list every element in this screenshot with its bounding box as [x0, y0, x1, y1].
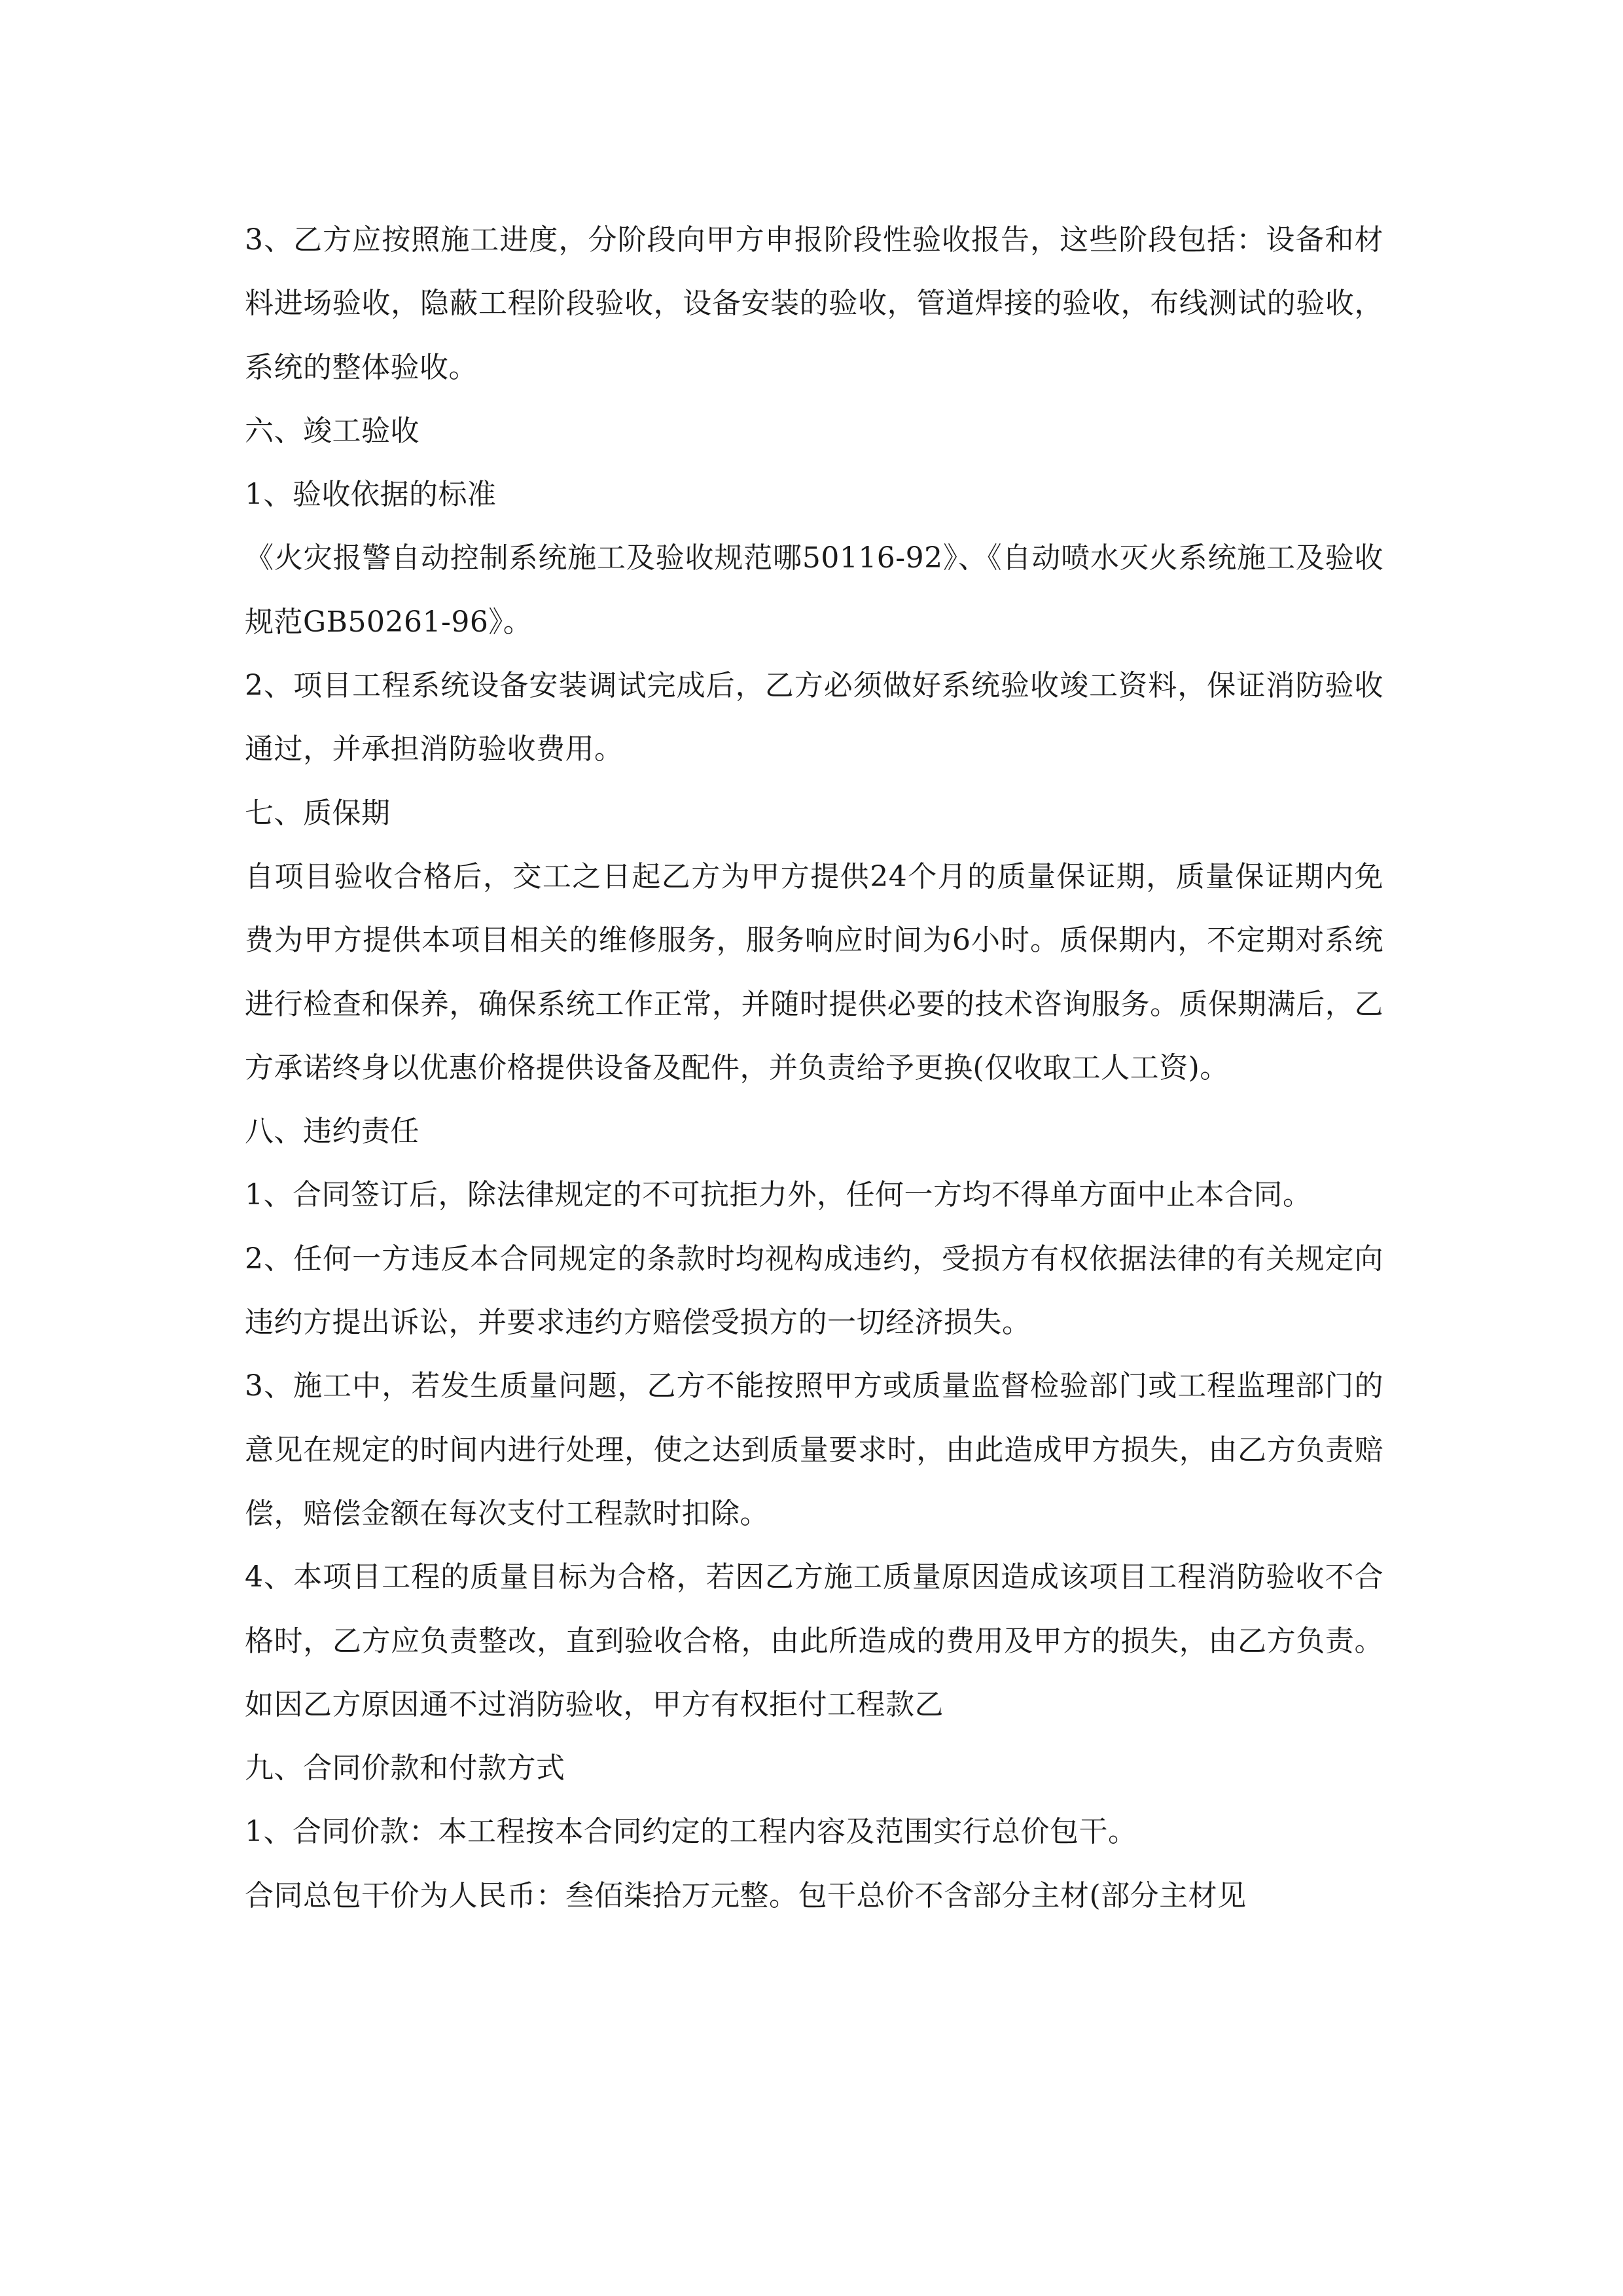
- paragraph-standards-list: 《火灾报警自动控制系统施工及验收规范哪50116-92》、《自动喷水灭火系统施工及验收规范GB50261-96》。: [245, 541, 1383, 639]
- paragraph-acceptance-stages: 3、乙方应按照施工进度，分阶段向甲方申报阶段性验收报告，这些阶段包括：设备和材料进场验收，隐蔽工程阶段验收，设备安装的验收，管道焊接的验收，布线测试的验收，系统的整体验收。: [245, 223, 1383, 384]
- paragraph-breach-4: 4、本项目工程的质量目标为合格，若因乙方施工质量原因造成该项目工程消防验收不合格时，乙方应负责整改，直到验收合格，由此所造成的费用及甲方的损失，由乙方负责。如因乙方原因通不过消防验收，甲方有权拒付工程款乙: [245, 1560, 1383, 1721]
- paragraph-warranty-terms: 自项目验收合格后，交工之日起乙方为甲方提供24个月的质量保证期，质量保证期内免费为甲方提供本项目相关的维修服务，服务响应时间为6小时。质保期内，不定期对系统进行检查和保养，确保系统工作正常，并随时提供必要的技术咨询服务。质保期满后，乙方承诺终身以优惠价格提供设备及配件，并负责给予更换(仅收取工人工资)。: [245, 859, 1383, 1085]
- document-body: [245, 208, 1383, 1928]
- heading-completion-acceptance: 六、竣工验收: [245, 414, 419, 448]
- paragraph-breach-1: 1、合同签订后，除法律规定的不可抗拒力外，任何一方均不得单方面中止本合同。: [245, 1178, 1312, 1212]
- heading-contract-price-payment: 九、合同价款和付款方式: [245, 1751, 565, 1785]
- heading-warranty-period: 七、质保期: [245, 796, 391, 830]
- paragraph-total-price: 合同总包干价为人民币：叁佰柒拾万元整。包干总价不含部分主材(部分主材见: [245, 1878, 1247, 1912]
- heading-breach-liability: 八、违约责任: [245, 1115, 419, 1149]
- paragraph-contract-price: 1、合同价款：本工程按本合同约定的工程内容及范围实行总价包干。: [245, 1815, 1137, 1849]
- subheading-acceptance-standards: 1、验收依据的标准: [245, 478, 497, 512]
- paragraph-breach-2: 2、任何一方违反本合同规定的条款时均视构成违约，受损方有权依据法律的有关规定向违约方提出诉讼，并要求违约方赔偿受损方的一切经济损失。: [245, 1242, 1383, 1340]
- paragraph-breach-3: 3、施工中，若发生质量问题，乙方不能按照甲方或质量监督检验部门或工程监理部门的意见在规定的时间内进行处理，使之达到质量要求时，由此造成甲方损失，由乙方负责赔偿，赔偿金额在每次支付工程款时扣除。: [245, 1369, 1383, 1530]
- paragraph-acceptance-documents: 2、项目工程系统设备安装调试完成后，乙方必须做好系统验收竣工资料，保证消防验收通过，并承担消防验收费用。: [245, 669, 1383, 766]
